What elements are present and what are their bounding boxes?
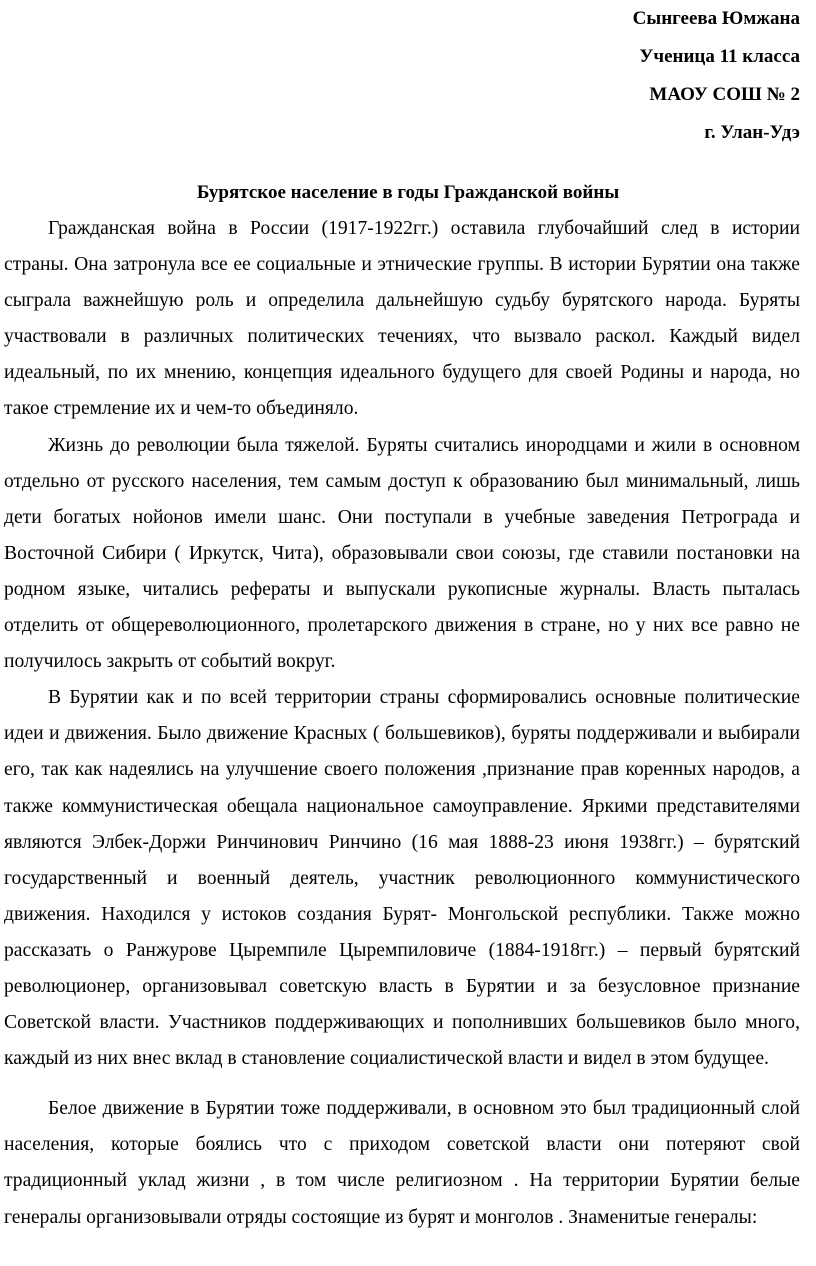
document-title: Бурятское население в годы Гражданской войны (196, 182, 620, 203)
document-body (4, 211, 800, 1236)
author-school: МАОУ СОШ № 2 (649, 84, 800, 105)
paragraph: Гражданская война в России (1917-1922гг.) оставила глубочайший след в истории страны. Она затронула все ее социальные и этнические группы. В истории Бурятии она также сыграла важнейшую роль и определила дальнейшую судьбу бурятского народа. Буряты участвовали в различных политических течениях, что вызвало раскол. Каждый видел идеальный, по их мнению, концепция идеального будущего для своей Родины и народа, но такое стремление их и чем-то объединяло. (4, 218, 800, 420)
paragraph: Белое движение в Бурятии тоже поддерживали, в основном это был традиционный слой населения, которые боялись что с приходом советской власти они потеряют свой традиционный уклад жизни , в том числе религиозном . На территории Бурятии белые генералы организовывали отряды состоящие из бурят и монголов . Знаменитые генералы: (4, 1098, 800, 1228)
paragraph: В Бурятии как и по всей территории страны сформировались основные политические идеи и движения. Было движение Красных ( большевиков), буряты поддерживали и выбирали его, так как надеялись на улучшение своего положения ,признание прав коренных народов, а также коммунистическая обещала национальное самоуправление. Яркими представителями являются Элбек-Доржи Ринчинович Ринчино (16 мая 1888-23 июня 1938гг.) – бурятский государственный и военный деятель, участник революционного коммунистического движения. Находился у истоков создания Бурят- Монгольской республики. Также можно рассказать о Ранжурове Цыремпиле Цыремпиловиче (1884-1918гг.) – первый бурятский революционер, организовывал советскую власть в Бурятии и за безусловное признание Советской власти. Участников поддерживающих и пополнивших большевиков было много, каждый из них внес вклад в становление социалистической власти и видел в этом будущее. (4, 687, 800, 1070)
author-header (633, 0, 800, 152)
author-city: г. Улан-Удэ (704, 122, 800, 143)
author-grade: Ученица 11 класса (639, 46, 800, 67)
paragraph: Жизнь до революции была тяжелой. Буряты считались инородцами и жили в основном отдельно от русского населения, тем самым доступ к образованию был минимальный, лишь дети богатых нойонов имели шанс. Они поступали в учебные заведения Петрограда и Восточной Сибири ( Иркутск, Чита), образовывали свои союзы, где ставили постановки на родном языке, читались рефераты и выпускали рукописные журналы. Власть пыталась отделить от общереволюционного, пролетарского движения в стране, но у них все равно не получилось закрыть от событий вокруг. (4, 434, 800, 673)
author-name: Сынгеева Юмжана (632, 8, 800, 29)
